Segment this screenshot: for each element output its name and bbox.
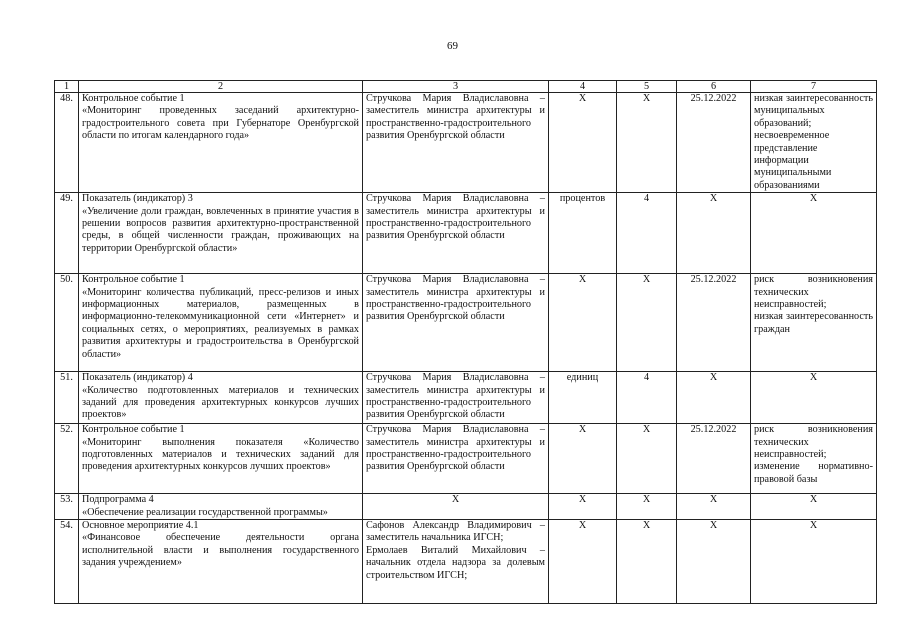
risk-cell: [751, 193, 877, 274]
risk-cell-line: несвоевременное представление информации муниципальными образованиями: [754, 130, 832, 191]
row-number: 49.: [55, 193, 79, 274]
risk-cell-line: изменение нормативно-правовой базы: [754, 461, 873, 485]
responsible-person-line: Стручкова Мария Владиславовна – заместитель министра архитектуры и пространственно-градостроительного развития Оренбургской области: [366, 372, 545, 421]
risk-cell-line: X: [809, 494, 818, 506]
responsible-person: [363, 494, 549, 520]
event-name: [79, 93, 363, 193]
row-number: 54.: [55, 520, 79, 604]
event-name-line: «Обеспечение реализации государственной программы»: [82, 506, 328, 518]
program-table: [54, 80, 877, 604]
row-number: 48.: [55, 93, 79, 193]
risk-cell-line: низкая заинтересованность граждан: [754, 311, 873, 335]
header-cell: 4: [549, 81, 617, 93]
responsible-person-line: Стручкова Мария Владиславовна – заместитель министра архитектуры и пространственно-градостроительного развития Оренбургской области: [366, 93, 545, 142]
unit-cell: X: [549, 494, 617, 520]
event-name: [79, 193, 363, 274]
responsible-person-line: Стручкова Мария Владиславовна – заместитель министра архитектуры и пространственно-градостроительного развития Оренбургской области: [366, 424, 545, 473]
event-name-line: Контрольное событие 1: [82, 93, 185, 104]
date-cell: 25.12.2022: [677, 274, 751, 372]
date-cell: 25.12.2022: [677, 93, 751, 193]
risk-cell-line: X: [809, 372, 818, 384]
header-cell: 7: [751, 81, 877, 93]
date-cell: 25.12.2022: [677, 424, 751, 494]
header-cell: 2: [79, 81, 363, 93]
responsible-person-line: Стручкова Мария Владиславовна – заместитель министра архитектуры и пространственно-градостроительного развития Оренбургской области: [366, 274, 545, 323]
table-row: [55, 494, 877, 520]
value-cell: X: [617, 93, 677, 193]
value-cell: X: [617, 494, 677, 520]
value-cell: 4: [617, 193, 677, 274]
responsible-person: [363, 424, 549, 494]
date-cell: X: [677, 193, 751, 274]
unit-cell: X: [549, 424, 617, 494]
event-name-line: Подпрограмма 4: [82, 494, 154, 506]
event-name-line: «Мониторинг выполнения показателя «Количество подготовленных материалов и технических заданий для проведения архитектурных конкурсов лучших проектов»: [82, 436, 359, 473]
event-name: [79, 372, 363, 424]
responsible-person: [363, 274, 549, 372]
responsible-person: [363, 193, 549, 274]
event-name: [79, 274, 363, 372]
table-row: [55, 424, 877, 494]
row-number: 50.: [55, 274, 79, 372]
table-row: [55, 274, 877, 372]
header-cell: 3: [363, 81, 549, 93]
header-row: [55, 81, 877, 93]
risk-cell-line: X: [809, 520, 818, 532]
risk-cell-line: X: [809, 193, 818, 205]
responsible-person-line: Сафонов Александр Владимирович – заместитель начальника ИГСН;: [366, 520, 545, 544]
table-row: [55, 372, 877, 424]
unit-cell: X: [549, 520, 617, 604]
responsible-person-line: X: [451, 494, 460, 506]
row-number: 51.: [55, 372, 79, 424]
table-row: [55, 520, 877, 604]
unit-cell: X: [549, 274, 617, 372]
responsible-person-line: Стручкова Мария Владиславовна – заместитель министра архитектуры и пространственно-градостроительного развития Оренбургской области: [366, 193, 545, 242]
responsible-person: [363, 520, 549, 604]
risk-cell: [751, 494, 877, 520]
date-cell: X: [677, 520, 751, 604]
risk-cell-line: низкая заинтересованность муниципальных образований;: [754, 93, 873, 129]
risk-cell: [751, 274, 877, 372]
unit-cell: единиц: [549, 372, 617, 424]
header-cell: 1: [55, 81, 79, 93]
risk-cell: [751, 372, 877, 424]
event-name: [79, 520, 363, 604]
event-name-line: Контрольное событие 1: [82, 424, 185, 436]
table-row: [55, 93, 877, 193]
unit-cell: X: [549, 93, 617, 193]
event-name-line: Показатель (индикатор) 3: [82, 193, 193, 205]
event-name-line: «Финансовое обеспечение деятельности органа исполнительной власти и выполнения государственного задания учреждением»: [82, 532, 359, 569]
event-name-line: Контрольное событие 1: [82, 274, 185, 286]
risk-cell-line: риск возникновения технических неисправностей;: [754, 424, 873, 461]
unit-cell: процентов: [549, 193, 617, 274]
value-cell: X: [617, 520, 677, 604]
risk-cell: [751, 93, 877, 193]
event-name-line: «Количество подготовленных материалов и технических заданий для проведения архитектурных конкурсов лучших проектов»: [82, 384, 359, 421]
event-name: [79, 494, 363, 520]
date-cell: X: [677, 372, 751, 424]
header-cell: 5: [617, 81, 677, 93]
responsible-person-line: Ермолаев Виталий Михайлович – начальник отдела надзора за долевым строительством ИГСН;: [366, 544, 545, 581]
responsible-person: [363, 93, 549, 193]
risk-cell: [751, 520, 877, 604]
row-number: 52.: [55, 424, 79, 494]
table-row: [55, 193, 877, 274]
event-name-line: «Мониторинг проведенных заседаний архитектурно-градостроительного совета при Губернаторе Оренбургской области по итогам календарного года»: [82, 105, 359, 142]
event-name-line: Основное мероприятие 4.1: [82, 520, 199, 532]
value-cell: X: [617, 274, 677, 372]
responsible-person: [363, 372, 549, 424]
event-name-line: Показатель (индикатор) 4: [82, 372, 193, 384]
event-name-line: «Увеличение доли граждан, вовлеченных в принятие участия в решении вопросов развития архитектурно-пространственной среды, в общей численности граждан, проживающих на территории Оренбургской области»: [82, 205, 359, 254]
row-number: 53.: [55, 494, 79, 520]
risk-cell-line: риск возникновения технических неисправностей;: [754, 274, 873, 311]
event-name-line: «Мониторинг количества публикаций, пресс-релизов и иных информационных материалов, размещенных в информационно-телекоммуникационной сети «Интернет» и социальных сетях, о мероприятиях, реализуемых в рамках развития архитектуры и градостроительства в Оренбургской области»: [82, 286, 359, 360]
value-cell: X: [617, 424, 677, 494]
header-cell: 6: [677, 81, 751, 93]
risk-cell: [751, 424, 877, 494]
date-cell: X: [677, 494, 751, 520]
event-name: [79, 424, 363, 494]
page-number: 69: [447, 40, 458, 52]
value-cell: 4: [617, 372, 677, 424]
